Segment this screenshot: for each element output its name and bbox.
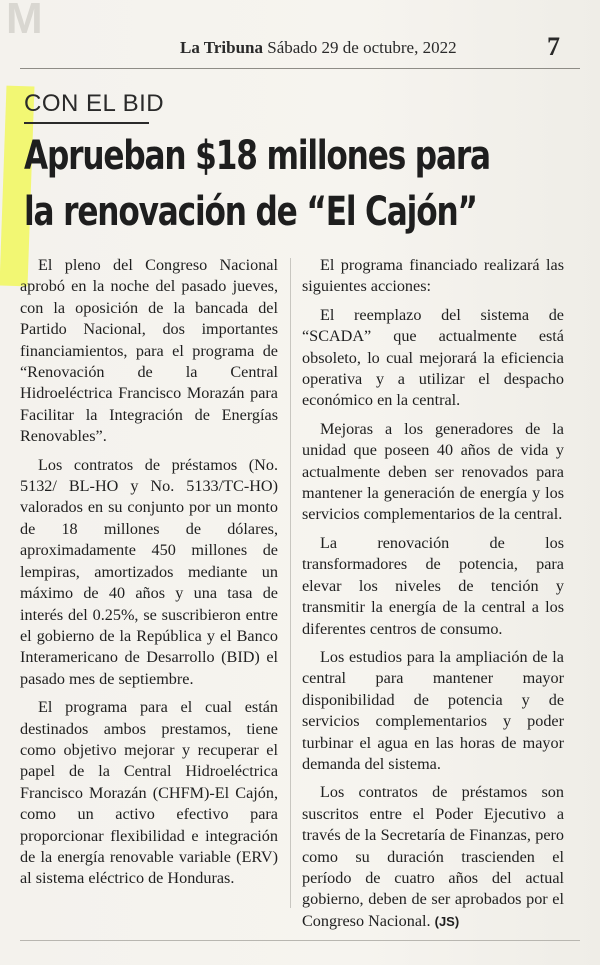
column-divider <box>290 258 291 908</box>
paragraph: El reemplazo del sistema de “SCADA” que actualmente está obsoleto, lo cual mejorará la eficiencia operativa y a utilizar el despacho económico en la central. <box>302 305 564 410</box>
paragraph: El pleno del Congreso Nacional aprobó en la noche del pasado jueves, con la oposición de la bancada del Partido Nacional, dos importantes financiamientos, para el programa de “Renovación de la Central Hidroeléctrica Francisco Morazán para Facilitar la Integración de Energías Renovables”. <box>20 256 278 446</box>
kicker-underline <box>24 122 149 124</box>
masthead <box>180 32 560 64</box>
paragraph: Los estudios para la ampliación de la central para mantener mayor disponibilidad de potencia y de servicios complementarios y poder turbinar el agua en las horas de mayor demanda del sistema. <box>302 647 564 773</box>
header-rule <box>20 68 580 69</box>
headline-line-1: Aprueban $18 millones para <box>24 133 490 179</box>
headline-line-2: la renovación de “El Cajón” <box>24 189 477 235</box>
article-column-left <box>20 255 278 897</box>
article-headline <box>24 128 586 240</box>
page-number: 7 <box>547 32 560 61</box>
newspaper-name: La Tribuna <box>180 38 263 57</box>
faded-page-mark: M <box>6 0 42 43</box>
paragraph: Mejoras a los generadores de la unidad que poseen 40 años de vida y actualmente deben ser renovados para mantener la generación de energía y los servicios complementarios de la central. <box>302 419 564 524</box>
paragraph: Los contratos de préstamos (No. 5132/ BL-HO y No. 5133/TC-HO) valorados en su conjunto por un monto de 18 millones de dólares, aproximadamente 450 millones de lempiras, amortizados mediante un máximo de 40 años y una tasa de interés del 0.25%, se suscribieron entre el gobierno de la República y el Banco Interamericano de Desarrollo (BID) el pasado mes de septiembre. <box>20 455 278 688</box>
paragraph: La renovación de los transformadores de potencia, para elevar los niveles de tención y transmitir la energía de la central a los diferentes centros de consumo. <box>302 533 564 638</box>
paragraph-text: Los contratos de préstamos son suscritos entre el Poder Ejecutivo a través de la Secretaría de Finanzas, pero como su duración trascienden el período de cuatro años del actual gobierno, deben de ser aprobados por el Congreso Nacional. <box>302 783 564 930</box>
author-byline: (JS) <box>434 913 460 929</box>
issue-date: Sábado 29 de octubre, 2022 <box>267 38 457 57</box>
article-kicker: CON EL BID <box>24 90 165 117</box>
article-column-right <box>302 255 564 939</box>
bottom-rule <box>20 940 580 941</box>
paragraph: El programa financiado realizará las siguientes acciones: <box>302 256 564 296</box>
paragraph: El programa para el cual están destinados ambos prestamos, tiene como objetivo mejorar y recuperar el papel de la Central Hidroeléctrica Francisco Morazán (CHFM)-El Cajón, como un activo efectivo para proporcionar flexibilidad e integración de la energía renovable variable (ERV) al sistema eléctrico de Honduras. <box>20 698 278 888</box>
paragraph-last <box>302 782 564 932</box>
